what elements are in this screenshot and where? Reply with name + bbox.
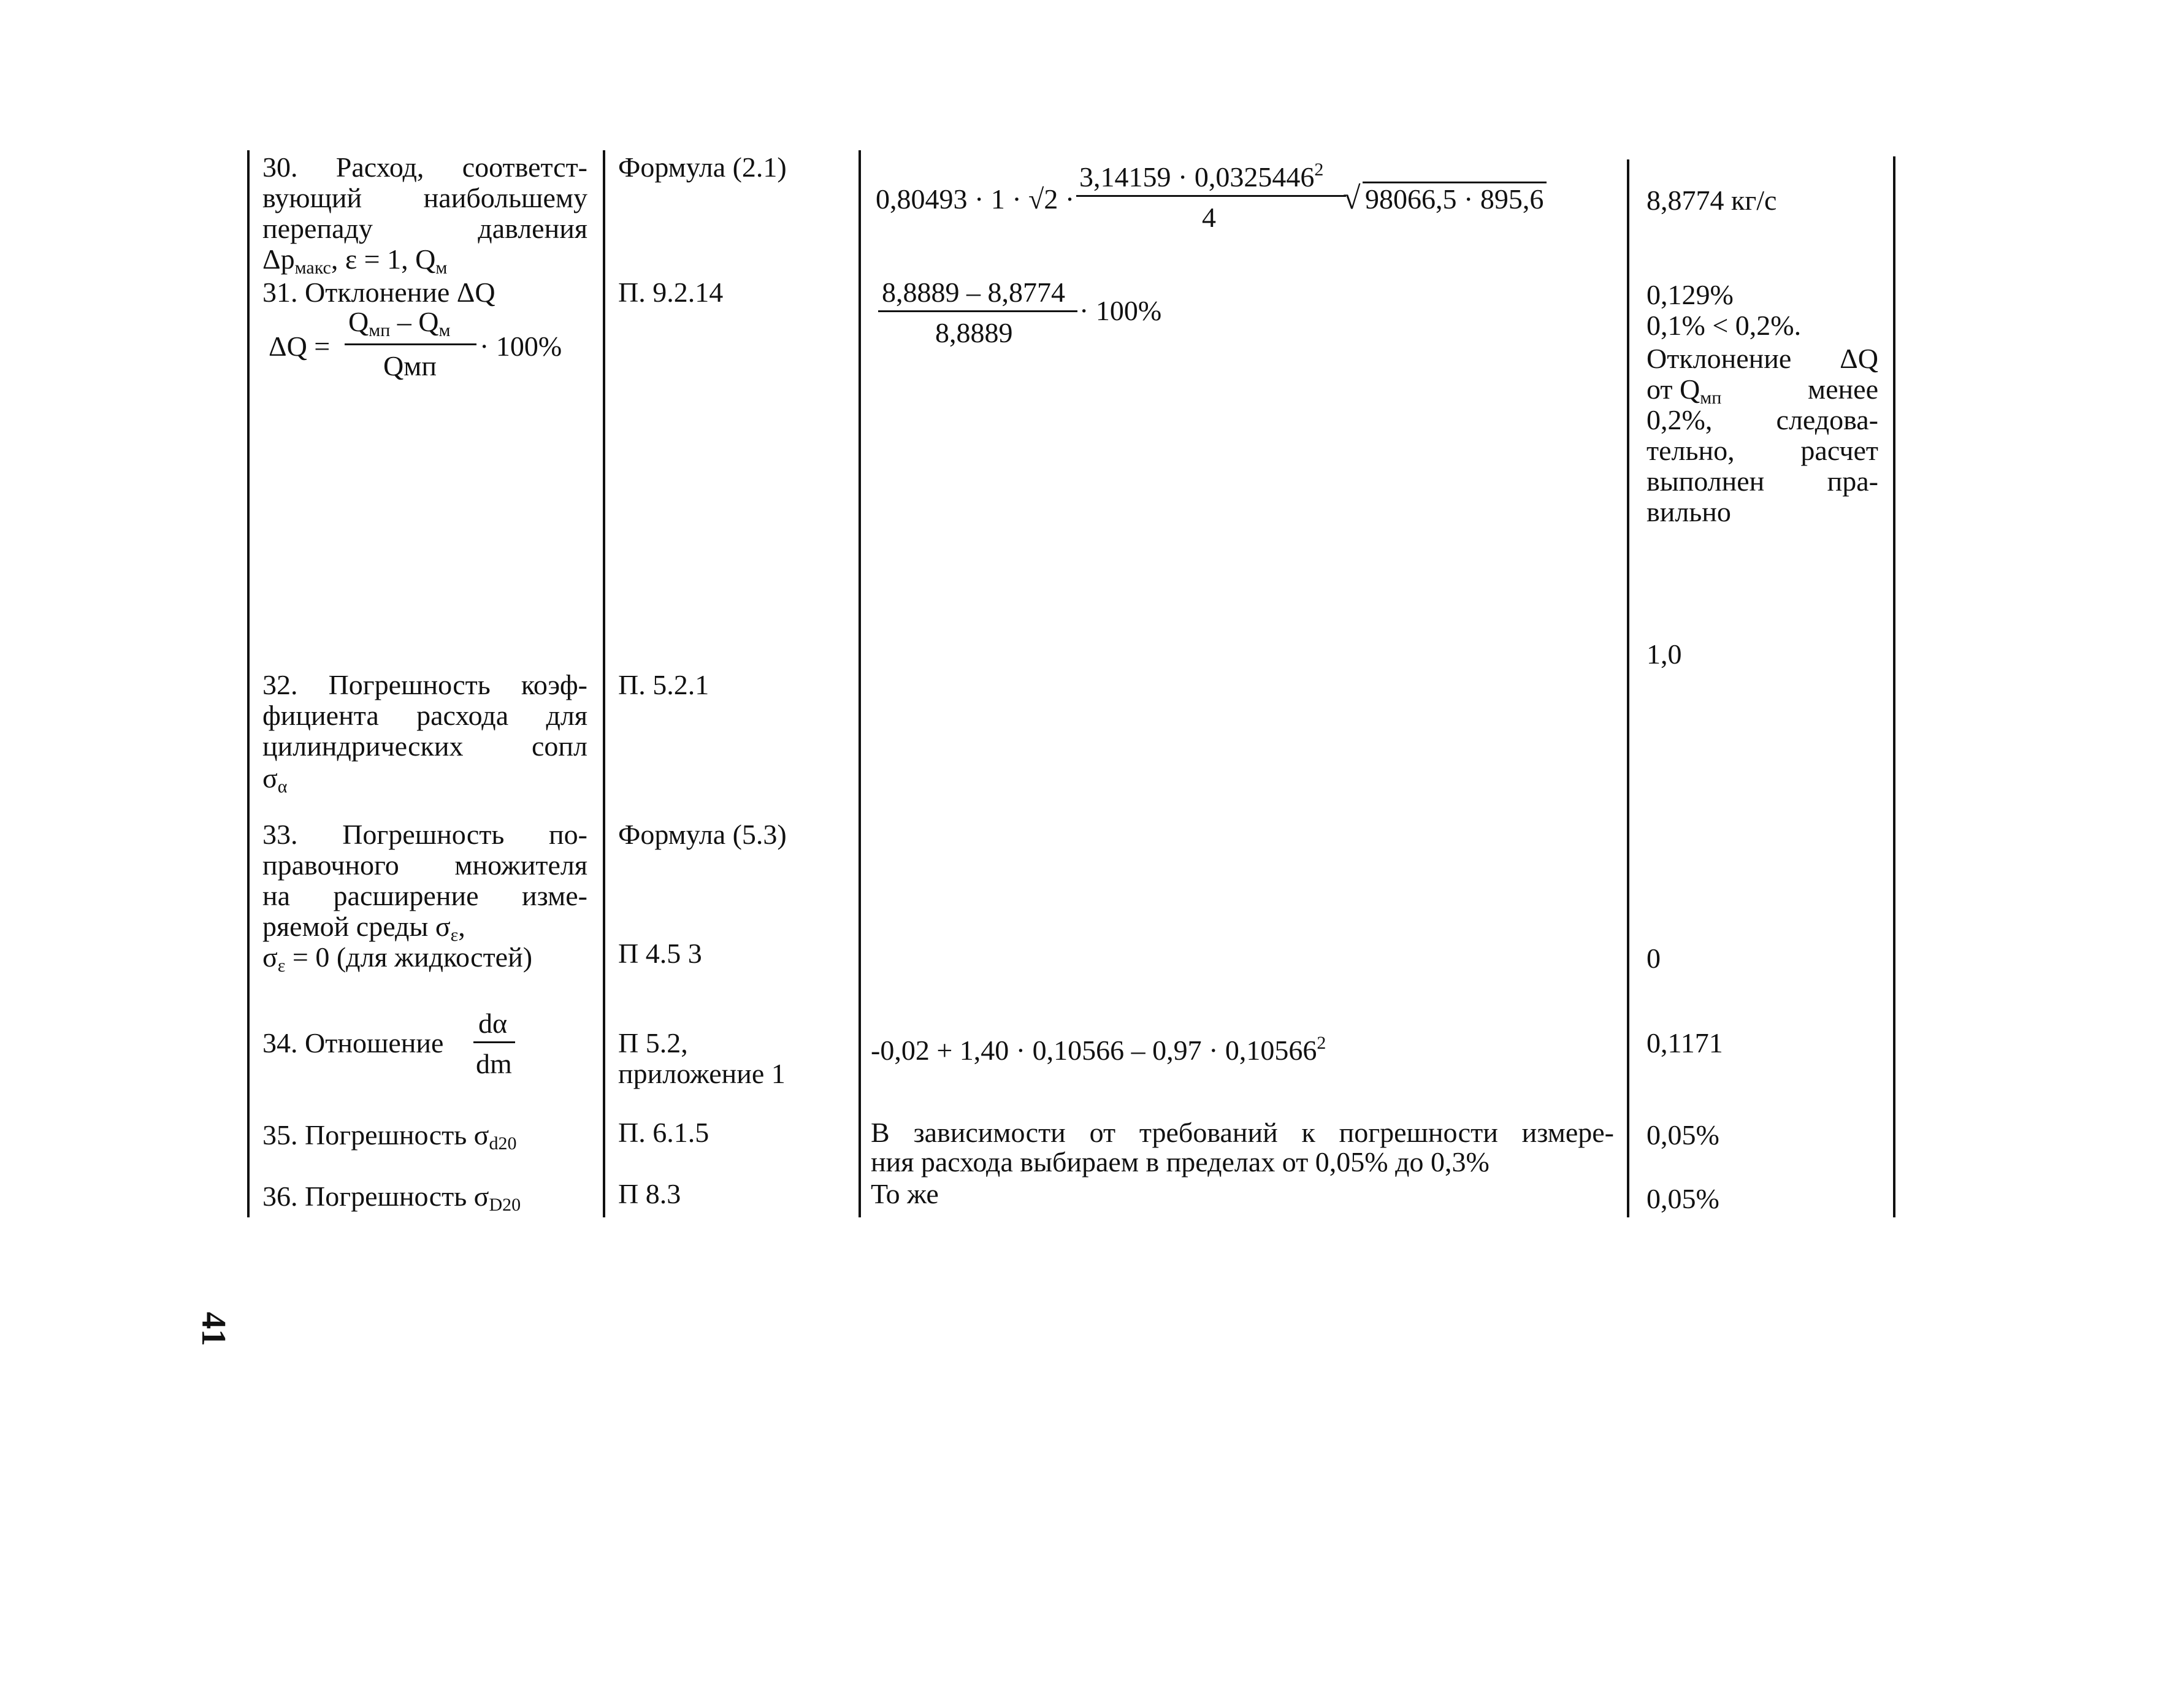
row31-calc-fraction-bar — [878, 310, 1077, 312]
row30-calc-prefix: 0,80493 · 1 · √2 · — [876, 183, 1075, 215]
row32-param-line1: 32. Погрешность коэф- — [262, 669, 587, 700]
row31-result-line8: вильно — [1646, 496, 1731, 527]
row31-source: П. 9.2.14 — [618, 277, 724, 308]
row34-param-fraction-bar — [473, 1041, 515, 1043]
row34-source-line2: приложение 1 — [618, 1058, 786, 1089]
row30-calc-fraction-bar — [1076, 195, 1346, 197]
row31-formula-fraction-bar — [345, 343, 476, 345]
row31-result-line4: от $Q_{мп}$ менее — [1646, 373, 1878, 408]
row31-calc-denominator: 8,8889 — [935, 317, 1013, 348]
row32-result: 1,0 — [1646, 638, 1682, 670]
row34-calc: $-0,02 + 1,40 \cdot 0,10566 - 0,97 \cdot 0,10566^2$ — [871, 1033, 1326, 1066]
row35-calc-line1: В зависимости от требований к погрешности измере- — [871, 1117, 1614, 1148]
row30-param-line1: 30. Расход, соответст- — [262, 151, 587, 183]
row36-source: П 8.3 — [618, 1178, 681, 1209]
row33-source-a: Формула (5.3) — [618, 819, 787, 850]
row30-calc-numerator: $3,14159 \cdot 0,0325446^2$ — [1079, 159, 1324, 193]
row31-calc-numerator: 8,8889 – 8,8774 — [882, 277, 1065, 308]
table-rule-right — [1893, 156, 1895, 1217]
row36-result: 0,05% — [1646, 1183, 1719, 1214]
row35-result: 0,05% — [1646, 1119, 1719, 1151]
row34-source-line1: П 5.2, — [618, 1027, 688, 1059]
page-number: 41 — [194, 1312, 232, 1346]
table-rule-left — [247, 150, 250, 1217]
row31-formula-left: ΔQ = — [269, 331, 331, 362]
row31-result-line7: выполнен пра- — [1646, 465, 1878, 497]
row30-param-line3: перепаду давления — [262, 213, 587, 244]
row31-calc-right: · 100% — [1079, 295, 1162, 326]
row33-param-line4: ряемой среды $\sigma_\varepsilon$, — [262, 911, 465, 945]
row35-param: 35. Погрешность $\sigma_{d20}$ — [262, 1119, 517, 1154]
row33-param-line1: 33. Погрешность по- — [262, 819, 587, 850]
row31-result-line2: 0,1% < 0,2%. — [1646, 310, 1802, 341]
row31-result-line5: 0,2%, следова- — [1646, 404, 1878, 435]
row30-result: 8,8774 кг/с — [1646, 185, 1777, 216]
row34-param-denominator: dm — [476, 1048, 512, 1079]
row30-source: Формула (2.1) — [618, 151, 787, 183]
row35-calc-line2: ния расхода выбираем в пределах от 0,05% до 0,3% — [871, 1146, 1490, 1178]
row33-param-line5: $\sigma_\varepsilon = 0$ (для жидкостей) — [262, 941, 533, 976]
row35-source: П. 6.1.5 — [618, 1117, 709, 1148]
row30-calc-denominator: 4 — [1202, 202, 1216, 233]
table-rule-col2 — [603, 150, 605, 1217]
row33-source-b: П 4.5 3 — [618, 938, 702, 969]
row32-param-line3: цилиндрических сопл — [262, 730, 587, 762]
row36-calc: То же — [871, 1178, 939, 1209]
row31-formula-numerator: $Q_{мп} - Q_м$ — [348, 306, 451, 340]
row33-param-line3: на расширение изме- — [262, 880, 587, 911]
row30-param-line4: $\Delta p_{макс}$, ε = 1, $Q_м$ — [262, 243, 448, 278]
row34-result: 0,1171 — [1646, 1027, 1723, 1059]
row31-result-line3: Отклонение ΔQ — [1646, 343, 1878, 374]
row32-param-line2: фициента расхода для — [262, 700, 587, 731]
row36-param: 36. Погрешность $\sigma_{D20}$ — [262, 1181, 521, 1215]
table-rule-col3 — [859, 150, 861, 1217]
sqrt-icon: √ — [1343, 181, 1361, 216]
row34-param-left: 34. Отношение — [262, 1027, 444, 1059]
row30-calc-sqrt-arg: 98066,5 · 895,6 — [1365, 183, 1544, 215]
row33-result: 0 — [1646, 943, 1661, 974]
row32-param-line4: $\sigma_\alpha$ — [262, 762, 288, 797]
row31-result-line1: 0,129% — [1646, 279, 1734, 310]
row33-param-line2: правочного множителя — [262, 849, 587, 881]
row31-param-title: 31. Отклонение ΔQ — [262, 277, 495, 308]
row32-source: П. 5.2.1 — [618, 669, 709, 700]
row30-param-line2: вующий наибольшему — [262, 182, 587, 213]
row31-formula-right: · 100% — [480, 331, 562, 362]
row31-formula-denominator: Qмп — [383, 350, 437, 381]
row34-param-numerator: dα — [478, 1008, 508, 1039]
table-rule-col4 — [1627, 159, 1629, 1217]
row31-result-line6: тельно, расчет — [1646, 435, 1878, 466]
